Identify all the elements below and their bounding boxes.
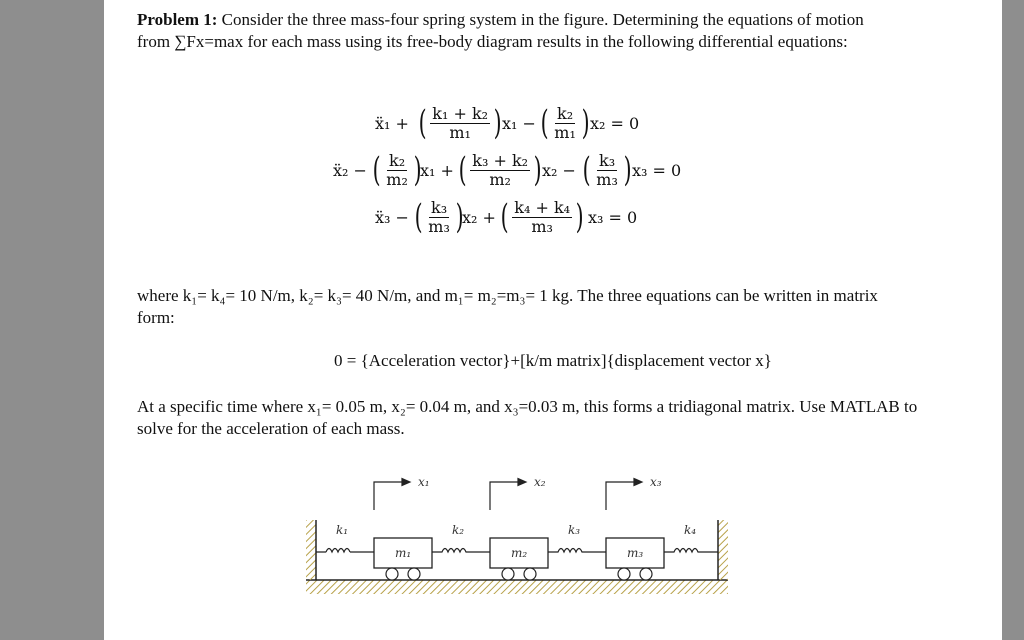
paren-close: ) bbox=[455, 197, 464, 237]
fraction-denominator: m₃ bbox=[531, 216, 553, 236]
fraction bbox=[426, 199, 452, 236]
equation-1 bbox=[104, 100, 1002, 146]
given-values: where k₁= k₄= 10 N/m, k₂= k₃= 40 N/m, and m₁= m₂=m₃= 1 kg. The three equations can be written in matrix form: bbox=[137, 286, 878, 327]
fraction-denominator: m₃ bbox=[428, 216, 450, 236]
ground-hatch bbox=[306, 580, 728, 594]
fraction bbox=[384, 152, 410, 189]
fraction-numerator: k₃ bbox=[431, 197, 448, 217]
eq2-term2: x₂ − bbox=[542, 160, 576, 180]
displacement-arrow-3 bbox=[606, 482, 636, 510]
eq3-term2: x₃ = 0 bbox=[588, 207, 638, 227]
label-k2: k₂ bbox=[452, 523, 465, 537]
label-k1: k₁ bbox=[336, 523, 349, 537]
paren-open: ( bbox=[418, 103, 427, 143]
eq1-lead: ẍ₁ + bbox=[375, 113, 409, 133]
fraction-denominator: m₂ bbox=[386, 169, 408, 189]
fraction-denominator: m₂ bbox=[489, 169, 511, 189]
wheel bbox=[618, 568, 630, 580]
document-page bbox=[104, 0, 1002, 640]
equation-2 bbox=[104, 147, 1002, 193]
wheel bbox=[524, 568, 536, 580]
paren-close: ) bbox=[413, 150, 422, 190]
eq1-term2: x₂ = 0 bbox=[590, 113, 640, 133]
paren-open: ( bbox=[500, 197, 509, 237]
fraction bbox=[512, 199, 572, 236]
mass-spring-figure bbox=[300, 462, 732, 598]
fraction bbox=[430, 105, 490, 142]
label-m1: m₁ bbox=[395, 546, 412, 560]
paren-open: ( bbox=[582, 150, 591, 190]
label-x3: x₃ bbox=[650, 475, 662, 489]
label-m2: m₂ bbox=[511, 546, 528, 560]
equation-3 bbox=[104, 194, 1002, 240]
eq1-term1: x₁ − bbox=[502, 113, 536, 133]
label-k3: k₃ bbox=[568, 523, 581, 537]
paren-open: ( bbox=[414, 197, 423, 237]
problem-statement bbox=[137, 9, 897, 53]
wheel bbox=[386, 568, 398, 580]
eq2-lead: ẍ₂ − bbox=[333, 160, 367, 180]
eq2-term3: x₃ = 0 bbox=[632, 160, 682, 180]
arrowhead-1 bbox=[402, 479, 410, 486]
paren-close: ) bbox=[581, 103, 590, 143]
label-x2: x₂ bbox=[534, 475, 546, 489]
wheel bbox=[502, 568, 514, 580]
matrix-form: 0 = {Acceleration vector}+[k/m matrix]{displacement vector x} bbox=[334, 351, 772, 370]
fraction bbox=[552, 105, 578, 142]
paren-close: ) bbox=[493, 103, 502, 143]
label-m3: m₃ bbox=[627, 546, 644, 560]
differential-equations bbox=[104, 95, 1002, 255]
paren-open: ( bbox=[540, 103, 549, 143]
fraction-numerator: k₂ bbox=[389, 150, 406, 170]
arrowhead-2 bbox=[518, 479, 526, 486]
spring-3 bbox=[548, 549, 606, 553]
label-x1: x₁ bbox=[418, 475, 430, 489]
fraction bbox=[594, 152, 620, 189]
left-wall-hatch bbox=[306, 520, 316, 580]
displacement-arrow-2 bbox=[490, 482, 520, 510]
eq3-lead: ẍ₃ − bbox=[375, 207, 409, 227]
right-wall-hatch bbox=[718, 520, 728, 580]
fraction-denominator: m₁ bbox=[554, 122, 576, 142]
displacement-arrow-1 bbox=[374, 482, 404, 510]
label-k4: k₄ bbox=[684, 523, 697, 537]
task-statement: At a specific time where x₁= 0.05 m, x₂= 0.04 m, and x₃=0.03 m, this forms a tridiagonal matrix. Use MATLAB to solve for the acceleration of each mass. bbox=[137, 397, 918, 438]
fraction-numerator: k₃ + k₂ bbox=[472, 150, 529, 170]
spring-2 bbox=[432, 549, 490, 553]
paren-open: ( bbox=[372, 150, 381, 190]
paren-close: ) bbox=[575, 197, 584, 237]
paren-close: ) bbox=[623, 150, 632, 190]
problem-label: Problem 1: bbox=[137, 10, 218, 29]
paren-open: ( bbox=[458, 150, 467, 190]
fraction bbox=[470, 152, 530, 189]
fraction-numerator: k₃ bbox=[599, 150, 616, 170]
fraction-denominator: m₁ bbox=[449, 122, 471, 142]
wheel bbox=[408, 568, 420, 580]
wheel bbox=[640, 568, 652, 580]
problem-intro: Consider the three mass-four spring system in the figure. Determining the equations of motion from ∑Fx=max for each mass using its free-body diagram results in the following differential equations: bbox=[137, 10, 864, 51]
spring-1 bbox=[316, 549, 374, 553]
spring-4 bbox=[664, 549, 718, 553]
eq3-term1: x₂ + bbox=[462, 207, 496, 227]
fraction-numerator: k₁ + k₂ bbox=[432, 103, 489, 123]
arrowhead-3 bbox=[634, 479, 642, 486]
eq2-term1: x₁ + bbox=[420, 160, 454, 180]
fraction-numerator: k₂ bbox=[557, 103, 574, 123]
fraction-numerator: k₄ + k₄ bbox=[514, 197, 571, 217]
paren-close: ) bbox=[533, 150, 542, 190]
fraction-denominator: m₃ bbox=[596, 169, 618, 189]
